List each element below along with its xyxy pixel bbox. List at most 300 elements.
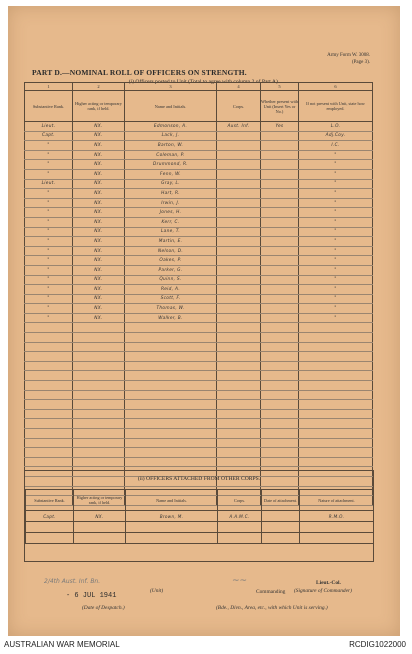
empty-cell	[217, 361, 261, 371]
empty-cell	[299, 381, 373, 391]
empty-cell	[217, 381, 261, 391]
employed-cell: "	[299, 256, 373, 266]
rank-cell	[25, 323, 73, 333]
att-col-header: Corps.	[218, 490, 262, 511]
corps-cell	[217, 141, 261, 151]
number-cell: NX.	[73, 131, 125, 141]
att-col-header: Name and Initials.	[126, 490, 218, 511]
empty-row	[25, 429, 373, 439]
nominal-roll-table	[24, 82, 373, 506]
employed-cell: "	[299, 275, 373, 285]
empty-cell	[25, 400, 73, 410]
empty-row	[25, 371, 373, 381]
number-cell: NX.	[73, 189, 125, 199]
empty-cell	[299, 342, 373, 352]
name-cell: Lack, J.	[125, 131, 217, 141]
number-cell: NX.	[73, 160, 125, 170]
archive-id: RCDIG1022000	[349, 640, 406, 649]
table-row	[25, 160, 373, 170]
number-cell: NX.	[73, 237, 125, 247]
empty-row	[25, 409, 373, 419]
table-row	[25, 179, 373, 189]
empty-row	[25, 361, 373, 371]
empty-cell	[261, 381, 299, 391]
corps-cell	[217, 169, 261, 179]
employed-cell: "	[299, 169, 373, 179]
corps-cell	[217, 208, 261, 218]
employed-cell: "	[299, 150, 373, 160]
employed-cell: "	[299, 285, 373, 295]
present-cell	[261, 217, 299, 227]
empty-cell	[125, 457, 217, 467]
empty-cell	[299, 390, 373, 400]
present-cell	[261, 237, 299, 247]
empty-cell	[25, 371, 73, 381]
empty-cell	[299, 419, 373, 429]
empty-cell	[261, 361, 299, 371]
empty-cell	[25, 457, 73, 467]
attached-nature-cell	[300, 533, 374, 544]
empty-cell	[125, 381, 217, 391]
empty-cell	[217, 448, 261, 458]
rank-cell: "	[25, 237, 73, 247]
empty-cell	[73, 381, 125, 391]
rank-cell: "	[25, 217, 73, 227]
col-number: 1	[25, 83, 73, 91]
col-number: 2	[73, 83, 125, 91]
att-col-header: Substantive Rank.	[26, 490, 74, 511]
empty-cell	[125, 342, 217, 352]
attached-corps-cell	[218, 533, 262, 544]
empty-cell	[261, 419, 299, 429]
number-cell: NX.	[73, 122, 125, 132]
name-cell: Parker, G.	[125, 265, 217, 275]
col-header: Higher acting or temporary rank, if held.	[73, 91, 125, 122]
empty-cell	[261, 409, 299, 419]
table-row	[25, 208, 373, 218]
empty-cell	[25, 390, 73, 400]
empty-cell	[125, 390, 217, 400]
corps-cell	[217, 198, 261, 208]
corps-cell	[217, 333, 261, 343]
empty-cell	[217, 390, 261, 400]
attached-rank-cell	[26, 533, 74, 544]
empty-cell	[73, 371, 125, 381]
col-header: Substantive Rank.	[25, 91, 73, 122]
col-number: 6	[299, 83, 373, 91]
rank-cell: Lieut.	[25, 122, 73, 132]
employed-cell: "	[299, 294, 373, 304]
empty-cell	[217, 457, 261, 467]
name-cell: Scott, F.	[125, 294, 217, 304]
empty-cell	[125, 371, 217, 381]
name-cell: Irwin, J.	[125, 198, 217, 208]
table-row	[25, 131, 373, 141]
name-cell: Edmonson, A.	[125, 122, 217, 132]
archive-caption: AUSTRALIAN WAR MEMORIAL	[4, 640, 120, 649]
empty-cell	[73, 342, 125, 352]
number-cell: NX.	[73, 208, 125, 218]
name-cell: Jones, H.	[125, 208, 217, 218]
attached-higher-cell	[74, 533, 126, 544]
employed-cell: "	[299, 198, 373, 208]
attached-corps-cell	[218, 522, 262, 533]
empty-cell	[261, 438, 299, 448]
form-number: Army Form W. 3008.	[327, 53, 370, 58]
empty-cell	[217, 371, 261, 381]
corps-cell	[217, 189, 261, 199]
commander-signature: ~~	[232, 576, 248, 586]
number-cell: NX.	[73, 217, 125, 227]
present-cell	[261, 208, 299, 218]
table-row	[25, 313, 373, 323]
table-row	[25, 333, 373, 343]
present-cell	[261, 169, 299, 179]
present-cell	[261, 150, 299, 160]
employed-cell: "	[299, 208, 373, 218]
name-cell: Thomas, W.	[125, 304, 217, 314]
rank-cell: "	[25, 275, 73, 285]
empty-cell	[217, 409, 261, 419]
att-col-header: Date of attachment.	[262, 490, 300, 511]
number-cell: NX.	[73, 256, 125, 266]
employed-cell	[299, 333, 373, 343]
rank-cell: "	[25, 198, 73, 208]
attached-date-cell	[262, 522, 300, 533]
empty-cell	[125, 400, 217, 410]
empty-cell	[25, 438, 73, 448]
rank-cell: "	[25, 294, 73, 304]
present-cell	[261, 141, 299, 151]
corps-cell	[217, 131, 261, 141]
empty-cell	[217, 400, 261, 410]
col-number: 5	[261, 83, 299, 91]
employed-cell: "	[299, 189, 373, 199]
employed-cell: "	[299, 179, 373, 189]
employed-cell: "	[299, 160, 373, 170]
corps-cell	[217, 217, 261, 227]
empty-row	[25, 352, 373, 362]
empty-cell	[299, 457, 373, 467]
empty-row	[25, 342, 373, 352]
empty-cell	[299, 400, 373, 410]
empty-cell	[299, 448, 373, 458]
corps-cell	[217, 313, 261, 323]
rank-cell: "	[25, 160, 73, 170]
attached-officers-table	[25, 489, 374, 544]
number-cell: NX.	[73, 198, 125, 208]
rank-cell: "	[25, 169, 73, 179]
col-number: 4	[217, 83, 261, 91]
table-row	[25, 265, 373, 275]
present-cell	[261, 323, 299, 333]
empty-row	[25, 448, 373, 458]
name-cell	[125, 323, 217, 333]
name-cell: Quinn, S.	[125, 275, 217, 285]
present-cell	[261, 246, 299, 256]
empty-cell	[261, 342, 299, 352]
table-row	[25, 227, 373, 237]
formation-label: (Bde., Divn., Area, etc., with which Unit is serving.)	[216, 605, 328, 611]
corps-cell	[217, 323, 261, 333]
table-row	[25, 122, 373, 132]
corps-cell	[217, 179, 261, 189]
rank-cell: "	[25, 313, 73, 323]
empty-cell	[299, 361, 373, 371]
date-stamp: - 6 JUL 1941	[66, 592, 117, 600]
employed-cell: I.C.	[299, 141, 373, 151]
corps-cell	[217, 285, 261, 295]
date-label: (Date of Despatch.)	[82, 605, 125, 611]
attached-higher-cell: NX.	[74, 511, 126, 522]
number-cell: NX.	[73, 179, 125, 189]
corps-cell	[217, 237, 261, 247]
empty-cell	[125, 438, 217, 448]
empty-cell	[217, 429, 261, 439]
empty-cell	[299, 371, 373, 381]
empty-cell	[73, 390, 125, 400]
attached-header-row	[26, 490, 374, 511]
present-cell	[261, 227, 299, 237]
table-row	[25, 217, 373, 227]
att-col-header: Higher acting or temporary rank, if held.	[74, 490, 126, 511]
rank-cell: "	[25, 246, 73, 256]
empty-cell	[73, 457, 125, 467]
empty-cell	[217, 419, 261, 429]
rank-cell: "	[25, 265, 73, 275]
table-row	[25, 189, 373, 199]
empty-cell	[261, 371, 299, 381]
table-row	[25, 285, 373, 295]
attached-name-cell	[126, 533, 218, 544]
attached-section-title: (ii) OFFICERS ATTACHED FROM OTHER CORPS.	[137, 476, 261, 482]
present-cell	[261, 189, 299, 199]
empty-cell	[25, 409, 73, 419]
empty-row	[25, 438, 373, 448]
present-cell	[261, 333, 299, 343]
signature-label: (Signature of Commander)	[294, 588, 352, 594]
number-cell: NX.	[73, 141, 125, 151]
form-reference	[327, 52, 370, 66]
attached-name-cell: Brown, M.	[126, 511, 218, 522]
name-cell: Fenn, W.	[125, 169, 217, 179]
number-cell	[73, 323, 125, 333]
empty-cell	[73, 438, 125, 448]
attached-officers-section	[24, 470, 374, 562]
present-cell	[261, 275, 299, 285]
corps-cell	[217, 150, 261, 160]
page-number: (Page 3).	[351, 60, 370, 65]
number-cell: NX.	[73, 150, 125, 160]
empty-cell	[261, 429, 299, 439]
name-cell: Walker, B.	[125, 313, 217, 323]
empty-row	[25, 400, 373, 410]
empty-cell	[73, 419, 125, 429]
present-cell	[261, 294, 299, 304]
empty-cell	[25, 352, 73, 362]
empty-cell	[299, 409, 373, 419]
empty-cell	[261, 457, 299, 467]
attached-row	[26, 533, 374, 544]
present-cell	[261, 198, 299, 208]
col-header: Whether present with Unit (Insert Yes or No.)	[261, 91, 299, 122]
empty-cell	[125, 419, 217, 429]
rank-cell: "	[25, 150, 73, 160]
empty-cell	[125, 409, 217, 419]
att-col-header: Nature of attachment.	[300, 490, 374, 511]
empty-cell	[261, 400, 299, 410]
attached-nature-cell: R.M.O.	[300, 511, 374, 522]
name-cell: Oakes, P.	[125, 256, 217, 266]
name-cell: Martin, E.	[125, 237, 217, 247]
column-number-row	[25, 83, 373, 91]
attached-date-cell	[262, 533, 300, 544]
employed-cell: "	[299, 237, 373, 247]
table-row	[25, 141, 373, 151]
table-row	[25, 294, 373, 304]
corps-cell	[217, 294, 261, 304]
unit-label: (Unit)	[150, 588, 164, 594]
number-cell: NX.	[73, 294, 125, 304]
empty-row	[25, 457, 373, 467]
number-cell: NX.	[73, 304, 125, 314]
unit-handwriting: 2/4th Aust. Inf. Bn.	[44, 578, 101, 585]
rank-cell: "	[25, 141, 73, 151]
empty-cell	[73, 400, 125, 410]
column-header-row	[25, 91, 373, 122]
empty-cell	[73, 429, 125, 439]
employed-cell: Adj.Coy.	[299, 131, 373, 141]
rank-cell: Lieut.	[25, 179, 73, 189]
attached-corps-cell: A.A.M.C.	[218, 511, 262, 522]
empty-cell	[73, 352, 125, 362]
corps-cell: Aust. Inf.	[217, 122, 261, 132]
number-cell: NX.	[73, 227, 125, 237]
number-cell: NX.	[73, 313, 125, 323]
employed-cell: "	[299, 304, 373, 314]
empty-cell	[299, 438, 373, 448]
number-cell: NX.	[73, 169, 125, 179]
present-cell	[261, 313, 299, 323]
empty-cell	[125, 429, 217, 439]
empty-cell	[217, 342, 261, 352]
attached-date-cell	[262, 511, 300, 522]
part-title: PART D.—NOMINAL ROLL OF OFFICERS ON STRENGTH.	[32, 68, 247, 77]
employed-cell	[299, 323, 373, 333]
name-cell: Nelson, D.	[125, 246, 217, 256]
empty-cell	[25, 429, 73, 439]
empty-cell	[125, 448, 217, 458]
corps-cell	[217, 160, 261, 170]
present-cell: Yes	[261, 122, 299, 132]
col-number: 3	[125, 83, 217, 91]
name-cell: Lane, T.	[125, 227, 217, 237]
attached-row	[26, 522, 374, 533]
empty-cell	[25, 342, 73, 352]
col-header: Corps.	[217, 91, 261, 122]
empty-cell	[261, 390, 299, 400]
rank-cell: Capt.	[25, 131, 73, 141]
table-row	[25, 275, 373, 285]
empty-cell	[125, 352, 217, 362]
empty-cell	[125, 361, 217, 371]
attached-nature-cell	[300, 522, 374, 533]
rank-cell	[25, 333, 73, 343]
name-cell: Barton, W.	[125, 141, 217, 151]
rank-cell: "	[25, 285, 73, 295]
attached-name-cell	[126, 522, 218, 533]
col-header: If not present with Unit, state how employed.	[299, 91, 373, 122]
commanding-label: Commanding	[256, 589, 286, 595]
employed-cell: "	[299, 313, 373, 323]
rank-cell: "	[25, 227, 73, 237]
empty-cell	[25, 448, 73, 458]
empty-cell	[25, 381, 73, 391]
corps-cell	[217, 265, 261, 275]
empty-row	[25, 381, 373, 391]
table-row	[25, 169, 373, 179]
present-cell	[261, 256, 299, 266]
empty-cell	[261, 352, 299, 362]
corps-cell	[217, 275, 261, 285]
table-row	[25, 256, 373, 266]
empty-cell	[217, 352, 261, 362]
present-cell	[261, 179, 299, 189]
empty-cell	[217, 438, 261, 448]
empty-cell	[25, 361, 73, 371]
name-cell: Reid, A.	[125, 285, 217, 295]
empty-cell	[73, 409, 125, 419]
empty-row	[25, 419, 373, 429]
rank-printed: Lieut.-Col.	[316, 580, 341, 586]
employed-cell: L.O.	[299, 122, 373, 132]
name-cell: Gray, L.	[125, 179, 217, 189]
rank-cell: "	[25, 304, 73, 314]
empty-cell	[73, 448, 125, 458]
present-cell	[261, 285, 299, 295]
number-cell: NX.	[73, 246, 125, 256]
present-cell	[261, 160, 299, 170]
present-cell	[261, 131, 299, 141]
rank-cell: "	[25, 256, 73, 266]
corps-cell	[217, 227, 261, 237]
employed-cell: "	[299, 217, 373, 227]
empty-cell	[25, 419, 73, 429]
name-cell: Drummond, R.	[125, 160, 217, 170]
corps-cell	[217, 256, 261, 266]
name-cell: Coleman, P.	[125, 150, 217, 160]
attached-rank-cell: Capt.	[26, 511, 74, 522]
number-cell: NX.	[73, 285, 125, 295]
number-cell: NX.	[73, 275, 125, 285]
empty-row	[25, 390, 373, 400]
rank-cell: "	[25, 208, 73, 218]
present-cell	[261, 304, 299, 314]
table-row	[25, 304, 373, 314]
name-cell	[125, 333, 217, 343]
employed-cell: "	[299, 227, 373, 237]
table-row	[25, 323, 373, 333]
table-row	[25, 237, 373, 247]
empty-cell	[299, 429, 373, 439]
attached-higher-cell	[74, 522, 126, 533]
employed-cell: "	[299, 246, 373, 256]
employed-cell: "	[299, 265, 373, 275]
name-cell: Kerr, C.	[125, 217, 217, 227]
section-subtitle: (i) Officers posted to Unit (Total to agree with column 2 of Part A).	[128, 79, 280, 85]
corps-cell	[217, 246, 261, 256]
empty-cell	[73, 361, 125, 371]
